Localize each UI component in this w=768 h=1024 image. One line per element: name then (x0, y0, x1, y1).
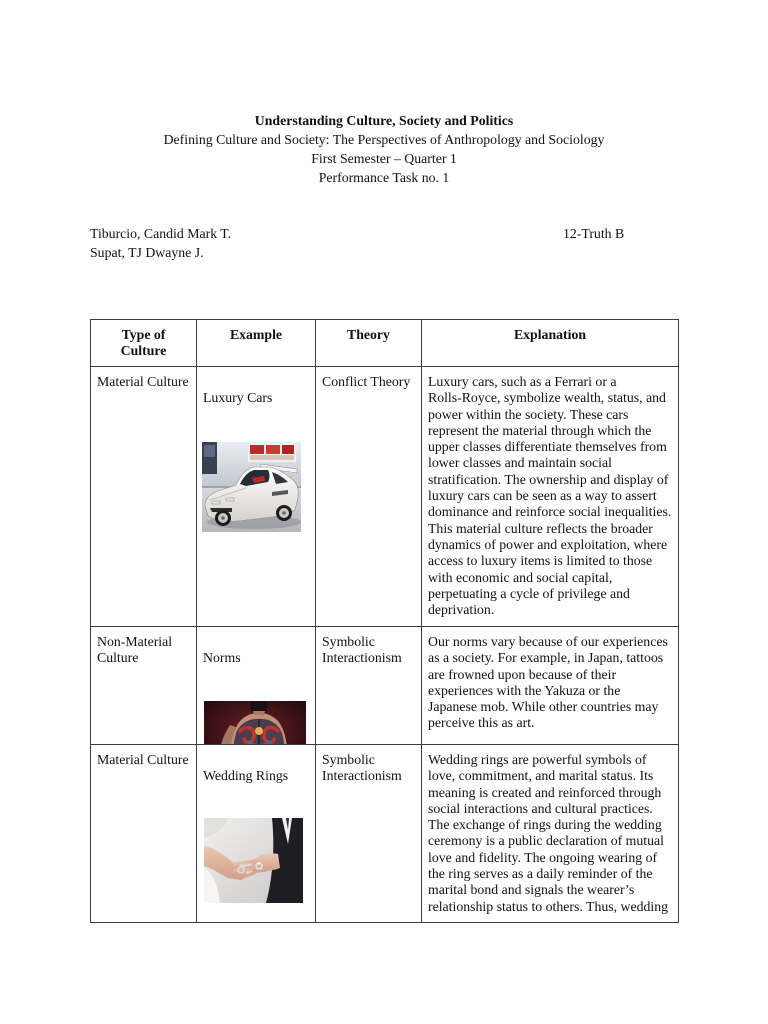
cell-theory: Conflict Theory (316, 367, 422, 627)
cell-explanation: Wedding rings are powerful symbols of love, commitment, and marital status. Its meaning is created and reinforced through social interactions and cultural practices. The exchange of rings during the wedding ceremony is a public declaration of mutual love and fidelity. The ongoing wearing of the ring serves as a daily reminder of the marital bond and signals the wearer’s relationship status to others. Thus, wedding (422, 745, 679, 923)
example-label: Wedding Rings (203, 768, 289, 784)
cell-example (197, 745, 316, 923)
cell-theory: Symbolic Interactionism (316, 745, 422, 923)
example-label: Norms (203, 650, 241, 666)
column-header-example: Example (197, 320, 316, 367)
cell-explanation: Luxury cars, such as a Ferrari or a Rolls-Royce, symbolize wealth, status, and power within the society. These cars represent the material through which the upper classes differentiate themselves from lower classes and maintain social stratification. The ownership and display of luxury cars can be seen as a way to assert dominance and reinforce social inequalities. This material culture reflects the broader dynamics of power and exploitation, where access to luxury items is limited to those with economic and social capital, perpetuating a cycle of privilege and deprivation. (422, 367, 679, 627)
column-header-explanation: Explanation (422, 320, 679, 367)
cell-example (197, 367, 316, 627)
task-line: Performance Task no. 1 (318, 170, 450, 185)
column-header-type-of-culture: Type of Culture (91, 320, 197, 367)
cell-theory: Symbolic Interactionism (316, 627, 422, 745)
tattoo-image (204, 701, 311, 745)
column-header-theory: Theory (316, 320, 422, 367)
document-subtitle: Defining Culture and Society: The Perspectives of Anthropology and Sociology (163, 132, 605, 147)
section-label: 12-Truth B (563, 226, 625, 241)
example-label: Luxury Cars (203, 390, 273, 406)
cell-culture-type: Material Culture (91, 745, 197, 923)
cell-culture-type: Material Culture (91, 367, 197, 627)
cell-example (197, 627, 316, 745)
author-list (90, 224, 231, 262)
cell-culture-type: Non-Material Culture (91, 627, 197, 745)
author-name: Supat, TJ Dwayne J. (90, 245, 204, 260)
document-header (0, 111, 768, 187)
author-name: Tiburcio, Candid Mark T. (90, 226, 232, 241)
document-title: Understanding Culture, Society and Politics (254, 113, 514, 128)
culture-table (90, 319, 679, 923)
luxury-car-image (202, 442, 311, 532)
wedding-rings-image (204, 818, 311, 903)
semester-line: First Semester – Quarter 1 (311, 151, 457, 166)
cell-explanation: Our norms vary because of our experiences as a society. For example, in Japan, tattoos are frowned upon because of their experiences with the Yakuza or the Japanese mob. While other countries may perceive this as art. (422, 627, 679, 745)
